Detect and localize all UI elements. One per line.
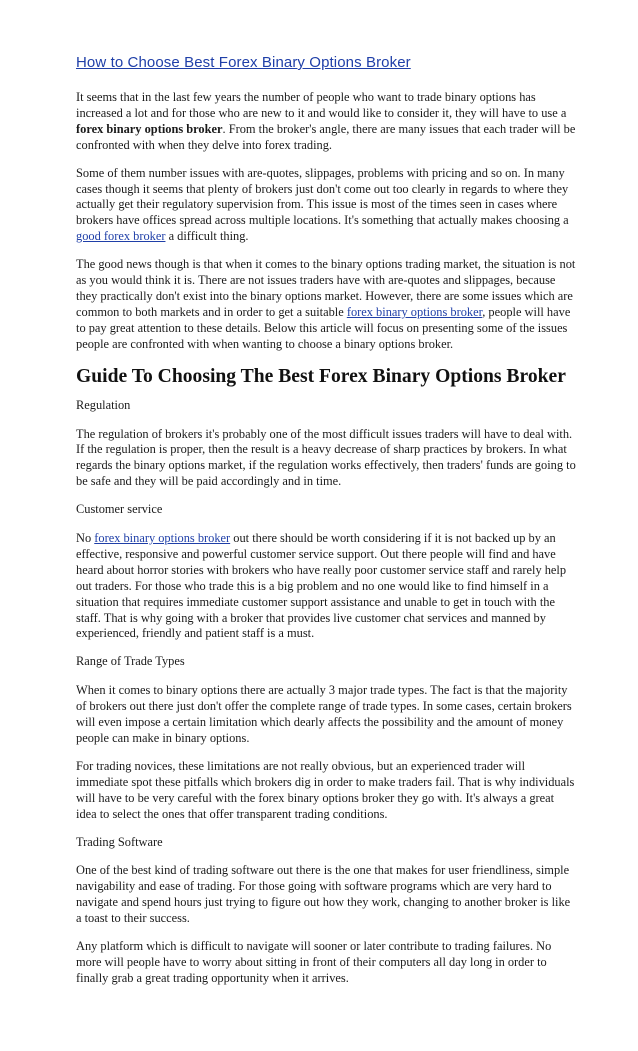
intro-bold-term: forex binary options broker — [76, 121, 223, 136]
good-news-text-a: The good news though is that when it comes to the binary options trading market, the situation is not as you would think it is. There are not issues traders have with are-quotes and slippages, because they practically don't exist into the binary options market. However, there are some issues which are common to both markets and in order to get a suitable — [76, 257, 576, 319]
customer-text-a: No — [76, 531, 95, 546]
document-page — [76, 54, 576, 999]
forex-binary-options-broker-link[interactable]: forex binary options broker — [346, 304, 483, 319]
range-paragraph-1: When it comes to binary options there are actually 3 major trade types. The fact is that the majority of brokers out there just don't offer the complete range of trade types. In some cases, certain brokers will even impose a certain limitation which dearly affects the possibility and the amount of money people can make in binary options. — [76, 683, 572, 745]
issues-text-b: a difficult thing. — [165, 229, 249, 244]
range-label: Range of Trade Types — [76, 654, 185, 669]
intro-text-a: It seems that in the last few years the number of people who want to trade binary options has increased a lot and for those who are new to it and would like to consider it, they will have to use a — [76, 90, 567, 120]
intro-paragraph — [76, 90, 576, 154]
range-paragraph-2: For trading novices, these limitations are not really obvious, but an experienced trader will immediate spot these pitfalls which brokers dig in order to make traders fail. That is why individuals will have to be very careful with the forex binary options broker they go with. It's always a great idea to select the ones that offer transparent trading conditions. — [76, 758, 575, 821]
good-forex-broker-link[interactable]: good forex broker — [76, 229, 166, 244]
regulation-label: Regulation — [76, 397, 131, 412]
title-link[interactable]: How to Choose Best Forex Binary Options Broker — [76, 54, 411, 71]
customer-broker-link[interactable]: forex binary options broker — [94, 531, 231, 546]
regulation-paragraph: The regulation of brokers it's probably one of the most difficult issues traders will have to deal with. If the regulation is proper, then the result is a heavy decrease of sharp practices by brokers. In what regards the binary options market, if the regulation works effectively, then traders' funds are going to be safe and they will be paid accordingly and in time. — [76, 426, 576, 489]
software-label: Trading Software — [76, 834, 163, 849]
customer-service-paragraph — [76, 531, 576, 642]
good-news-paragraph — [76, 257, 576, 352]
issues-text-a: Some of them number issues with are-quotes, slippages, problems with pricing and so on. In many cases though it seems that plenty of brokers just don't come out too clearly in regards to where they actually get their regulatory supervision from. This issue is most of the times seen in cases where brokers have offices spread across multiple locations. It's something that actually makes choosing a — [76, 165, 569, 228]
good-news-text-b: , people will have to pay great attention to these details. Below this article will focus on presenting some of the issues people are confronted with when wanting to choose a binary options broker. — [76, 304, 571, 351]
customer-text-b: out there should be worth considering if it is not backed up by an effective, responsive and powerful customer service support. Out there people will find and have heard about horror stories with brokers who have really poor customer service staff and rarely help out traders. For those who trade this is a big problem and no one would like to find himself in a situation that requires immediate customer support assistance and unable to get in touch with the staff. That is why going with a broker that provides live customer chat services and manned by experienced, friendly and patient staff is a must. — [76, 531, 567, 641]
issues-paragraph — [76, 166, 576, 246]
software-paragraph-2: Any platform which is difficult to navigate will sooner or later contribute to trading failures. No more will people have to worry about sitting in front of their computers all day long in order to finally grab a great trading opportunity when it arrives. — [76, 939, 552, 985]
guide-heading: Guide To Choosing The Best Forex Binary Options Broker — [76, 365, 566, 387]
intro-text-b: . From the broker's angle, there are many issues that each trader will be confronted with when they delve into forex trading. — [76, 121, 576, 152]
customer-service-label: Customer service — [76, 502, 163, 517]
software-paragraph-1: One of the best kind of trading software out there is the one that makes for user friendliness, simple navigability and ease of trading. For those going with software programs which are very hard to navigate and spend hours just trying to figure out how they work, changing to another broker is like a toast to their success. — [76, 863, 571, 926]
